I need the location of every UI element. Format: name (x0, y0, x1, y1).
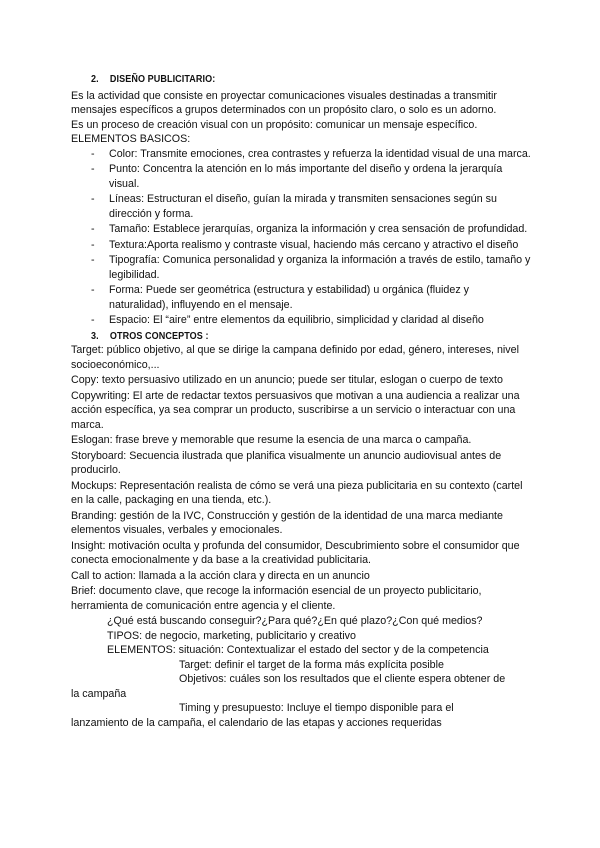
definition-eslogan: Eslogan: frase breve y memorable que resume la esencia de una marca o campaña. (71, 434, 472, 446)
brief-types: TIPOS: de negocio, marketing, publicitario y creativo (107, 629, 356, 642)
definition-target: Target: público objetivo, al que se dirige la campana definido por edad, género, intereses, nivel socioeconómico,... (71, 344, 519, 371)
elements-heading: ELEMENTOS BASICOS: (71, 133, 191, 145)
section-3-title: OTROS CONCEPTOS : (109, 329, 209, 342)
definition-storyboard: Storyboard: Secuencia ilustrada que planifica visualmente un anuncio audiovisual antes de producirlo. (71, 449, 502, 476)
list-item-lineas: - Líneas: Estructuran el diseño, guían la mirada y transmiten sensaciones según su dirección y forma. (91, 192, 531, 221)
list-item-color: - Color: Transmite emociones, crea contrastes y refuerza la identidad visual de una marca. (91, 147, 531, 162)
brief-target: Target: definir el target de la forma más explícita posible (179, 658, 444, 671)
brief-questions: ¿Qué está buscando conseguir?¿Para qué?¿En qué plazo?¿Con qué medios? (107, 615, 483, 627)
definition-mockups: Mockups: Representación realista de cómo se verá una pieza publicitaria en su contexto (cartel en la calle, packaging en una tienda, etc.). (71, 479, 523, 506)
list-item-espacio: - Espacio: El “aire” entre elementos da equilibrio, simplicidad y claridad al diseño (91, 313, 531, 328)
brief-timing: Timing y presupuesto: Incluye el tiempo disponible para el (179, 702, 454, 714)
definition-branding: Branding: gestión de la IVC, Construcción y gestión de la identidad de una marca mediante elementos visuales, verbales y emocionales. (71, 509, 503, 536)
list-item-punto: - Punto: Concentra la atención en lo más importante del diseño y ordena la jerarquía visual. (91, 162, 531, 191)
definition-insight: Insight: motivación oculta y profunda del consumidor, Descubrimiento sobre el consumidor que conecta emocionalmente y da base a la creatividad publicitaria. (71, 539, 520, 566)
section-2-heading (91, 72, 469, 87)
brief-timing-continued: lanzamiento de la campaña, el calendario de las etapas y acciones requeridas (71, 716, 442, 729)
basic-elements-list (71, 147, 531, 328)
definition-copywriting: Copywriting: El arte de redactar textos persuasivos que motivan a una audiencia a realizar una acción específica, ya sea comprar un producto, suscribirse a un servicio o interactuar con una marca. (71, 389, 520, 431)
list-item-tamano: - Tamaño: Establece jerarquías, organiza la información y crea sensación de profundidad. (91, 222, 531, 237)
definition-call-to-action: Call to action: llamada a la acción clara y directa en un anuncio (71, 569, 370, 582)
definition-copy: Copy: texto persuasivo utilizado en un anuncio; puede ser titular, eslogan o cuerpo de texto (71, 374, 503, 386)
section-2-title: DISEÑO PUBLICITARIO: (109, 73, 216, 85)
section-3-number: 3. (91, 329, 99, 342)
list-item-tipografia: - Tipografía: Comunica personalidad y organiza la información a través de estilo, tamaño y legibilidad. (91, 253, 531, 282)
brief-elements: ELEMENTOS: situación: Contextualizar el estado del sector y de la competencia (107, 644, 489, 656)
list-item-textura: - Textura:Aporta realismo y contraste visual, haciendo más cercano y atractivo el diseño (91, 238, 531, 253)
section-2-intro-2: Es un proceso de creación visual con un propósito: comunicar un mensaje específico. (71, 118, 478, 131)
section-2-number: 2. (91, 73, 99, 85)
section-2-intro-1: Es la actividad que consiste en proyectar comunicaciones visuales destinadas a transmitir mensajes específicos a grupos determinados con un propósito claro, o solo es un adorno. (71, 89, 497, 116)
brief-objectives-continued: la campaña (71, 687, 127, 700)
definition-brief: Brief: documento clave, que recoge la información esencial de un proyecto publicitario, herramienta de comunicación entre agencia y el cliente. (71, 585, 482, 612)
list-item-forma: - Forma: Puede ser geométrica (estructura y estabilidad) u orgánica (fluidez y naturalidad), influyendo en el mensaje. (91, 283, 531, 312)
brief-objectives: Objetivos: cuáles son los resultados que el cliente espera obtener de (179, 673, 506, 685)
document-content (71, 72, 531, 730)
section-3-heading (91, 329, 469, 344)
concepts-list (71, 343, 531, 613)
